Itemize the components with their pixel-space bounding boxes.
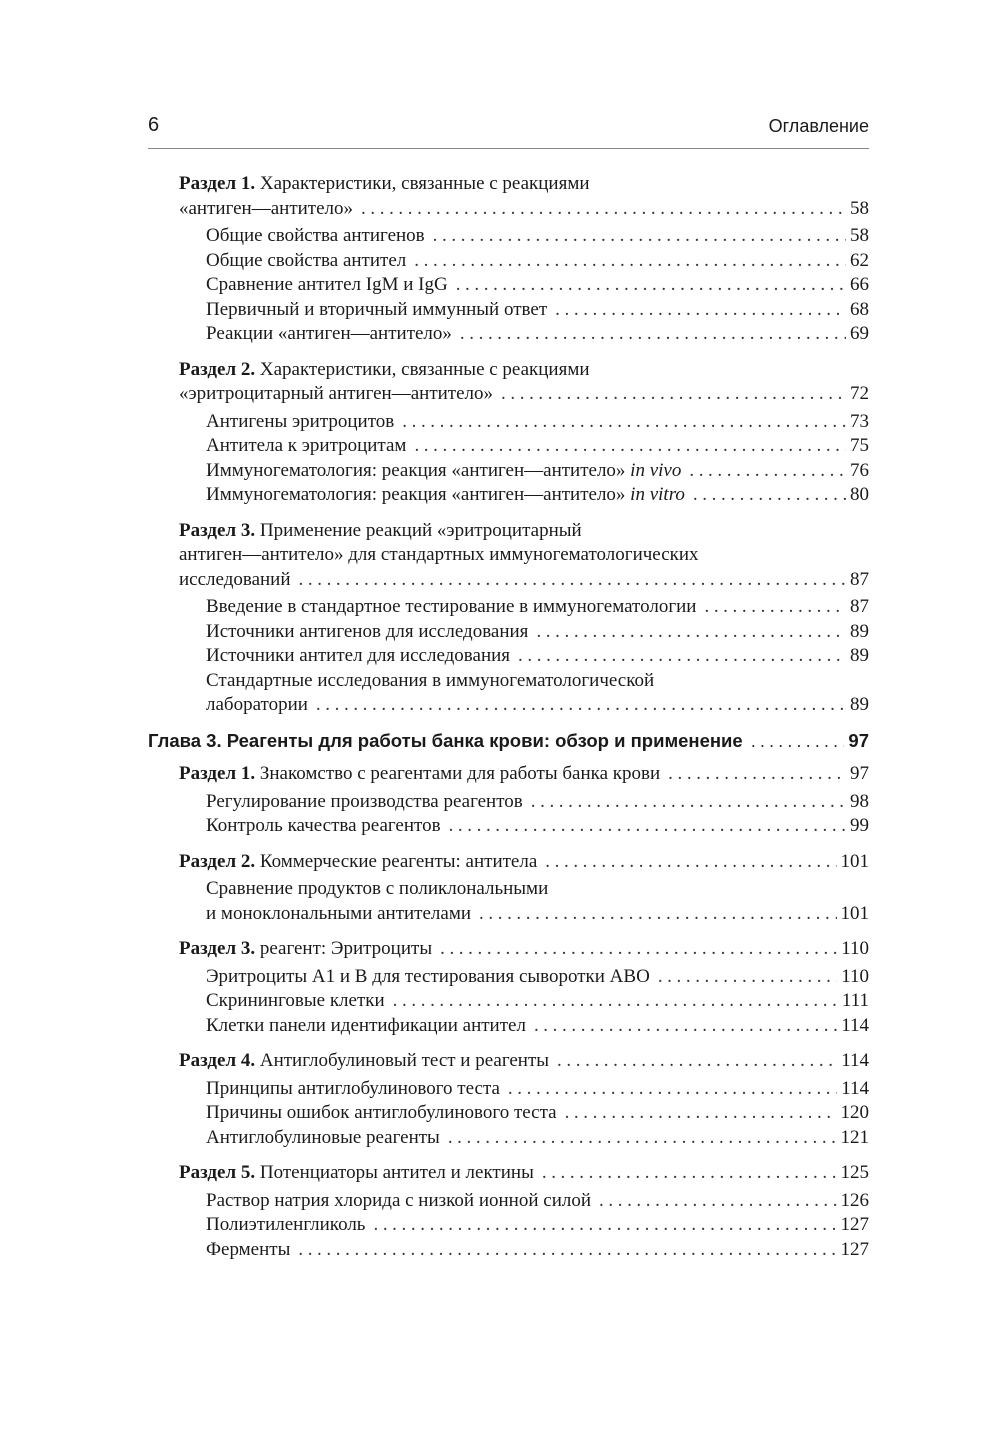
- section-heading[interactable]: [148, 172, 869, 221]
- section-line: [148, 519, 869, 544]
- section-label: Раздел 5.: [179, 1162, 256, 1183]
- entry-line: [148, 298, 869, 323]
- page-ref: 87: [850, 596, 869, 617]
- dot-leader: [460, 322, 846, 347]
- section-line: [148, 358, 869, 383]
- entry-line: [148, 224, 869, 249]
- section-entries: [148, 595, 869, 718]
- dot-leader: [393, 989, 838, 1014]
- section-entries: [148, 410, 869, 508]
- toc-entry-text: [206, 224, 425, 249]
- entry-line: [148, 1077, 869, 1102]
- section-line: [148, 1049, 869, 1074]
- entry-title: исследований: [179, 568, 291, 590]
- page-ref: 76: [850, 459, 869, 481]
- toc-entry[interactable]: [148, 965, 869, 990]
- dot-leader: [693, 483, 846, 508]
- dot-leader: [440, 937, 837, 962]
- entry-line: [148, 459, 869, 484]
- page-ref: 127: [840, 1238, 869, 1260]
- page-ref: 89: [850, 694, 869, 715]
- entry-title: Причины ошибок антиглобулинового теста: [206, 1102, 557, 1123]
- italic-term: in vitro: [630, 484, 685, 505]
- entry-line: [148, 273, 869, 298]
- section-label: Раздел 3.: [179, 519, 256, 541]
- toc-entry[interactable]: [148, 224, 869, 249]
- toc-entry-text: [206, 1014, 526, 1039]
- toc-entry-text: [179, 197, 353, 222]
- page-ref: 89: [850, 620, 869, 642]
- dot-leader: [361, 197, 846, 222]
- page-ref: 125: [840, 1162, 869, 1183]
- page-ref: 80: [850, 484, 869, 505]
- toc-entry-text: [206, 877, 548, 902]
- dot-leader: [508, 1077, 837, 1102]
- entry-line: [148, 1014, 869, 1039]
- toc-entry[interactable]: [148, 644, 869, 669]
- entry-line: [148, 1238, 869, 1263]
- toc-entry-text: [206, 965, 650, 990]
- toc-entry-text: [206, 434, 406, 459]
- toc-entry-text: [206, 669, 654, 694]
- toc-entry-text: [206, 595, 696, 620]
- dot-leader: [402, 410, 846, 435]
- toc-entry[interactable]: [148, 877, 869, 926]
- dot-leader: [456, 273, 846, 298]
- entry-line: [148, 693, 869, 718]
- entry-line: [148, 1126, 869, 1151]
- toc-entry-text: [179, 358, 590, 383]
- running-title: Оглавление: [768, 116, 869, 136]
- page-ref: 121: [840, 1126, 869, 1148]
- entry-title: антиген—антитело» для стандартных иммуногематологических: [179, 544, 699, 565]
- entry-title: Скрининговые клетки: [206, 990, 385, 1011]
- section-entries: [148, 224, 869, 347]
- section-line: [148, 172, 869, 197]
- toc-section: [148, 1049, 869, 1150]
- toc-entry[interactable]: [148, 595, 869, 620]
- page-ref: 127: [840, 1214, 869, 1235]
- page-ref: 66: [850, 274, 869, 295]
- entry-title: Антигены эритроцитов: [206, 410, 395, 432]
- section-line: [148, 937, 869, 962]
- italic-term: in vivo: [630, 459, 682, 481]
- entry-line: [148, 814, 869, 839]
- toc-entry[interactable]: [148, 483, 869, 508]
- section-label: Раздел 3.: [179, 938, 256, 959]
- toc-entry[interactable]: [148, 273, 869, 298]
- entry-line: [148, 595, 869, 620]
- toc-entry-text: [206, 1077, 500, 1102]
- dot-leader: [534, 1014, 837, 1039]
- page-ref: 110: [841, 938, 869, 959]
- section-entries: [148, 965, 869, 1039]
- toc-entry-text: [206, 1126, 440, 1151]
- page-ref: 110: [841, 965, 869, 987]
- section-line: [148, 762, 869, 787]
- toc-entry-text: [206, 1189, 591, 1214]
- toc-entry[interactable]: [148, 249, 869, 274]
- entry-line: [148, 989, 869, 1014]
- entry-title: Первичный и вторичный иммунный ответ: [206, 298, 548, 320]
- toc-entry-text: [206, 273, 448, 298]
- dot-leader: [704, 595, 846, 620]
- page-ref: 58: [850, 225, 869, 246]
- entry-title: лаборатории: [206, 694, 308, 715]
- toc-entry-text: [206, 410, 394, 435]
- entry-title: и моноклональными антителами: [206, 902, 472, 924]
- page-ref: 98: [850, 790, 869, 812]
- toc-entry-text: [206, 644, 510, 669]
- dot-leader: [518, 644, 846, 669]
- entry-line: [148, 965, 869, 990]
- entry-title: «антиген—антитело»: [179, 197, 354, 219]
- toc-entry-text: [179, 850, 537, 875]
- toc-section: [148, 519, 869, 718]
- toc-entry[interactable]: [148, 298, 869, 323]
- toc-entry-text: [206, 1213, 365, 1238]
- dot-leader: [557, 1049, 837, 1074]
- toc-section: [148, 358, 869, 508]
- dot-leader: [751, 729, 845, 754]
- page-ref: 111: [841, 990, 869, 1011]
- toc-entry-text: [206, 989, 385, 1014]
- entry-title: Сравнение продуктов с поликлональными: [206, 878, 549, 899]
- entry-title: Применение реакций «эритроцитарный: [259, 519, 582, 541]
- entry-title: Глава 3. Реагенты для работы банка крови: обзор и применение: [148, 729, 743, 751]
- entry-title: Введение в стандартное тестирование в иммуногематологии: [206, 596, 697, 617]
- dot-leader: [565, 1101, 837, 1126]
- page-ref: 97: [848, 729, 869, 751]
- entry-line: [148, 410, 869, 435]
- toc-entry-text: [206, 459, 681, 484]
- dot-leader: [448, 1126, 837, 1151]
- section-label: Раздел 2.: [179, 358, 256, 380]
- entry-line: [148, 1101, 869, 1126]
- page-ref: 114: [841, 1077, 869, 1099]
- dot-leader: [555, 298, 846, 323]
- page-ref: 101: [840, 850, 869, 872]
- section-heading[interactable]: [148, 1049, 869, 1074]
- entry-title: Иммуногематология: реакция «антиген—антитело»: [206, 459, 626, 481]
- page-ref: 62: [850, 249, 869, 271]
- page-ref: 114: [841, 1050, 869, 1071]
- entry-title: Источники антител для исследования: [206, 645, 511, 666]
- entry-title: Реакции «антиген—антитело»: [206, 323, 452, 344]
- section-line: [148, 543, 869, 568]
- entry-title: Антиглобулиновые реагенты: [206, 1126, 440, 1148]
- entry-title: Сравнение антител IgM и IgG: [206, 274, 448, 295]
- entry-title: Клетки панели идентификации антител: [206, 1014, 526, 1036]
- dot-leader: [414, 249, 846, 274]
- entry-line: [148, 877, 869, 902]
- toc-entry[interactable]: [148, 1238, 869, 1263]
- entry-title: Ферменты: [206, 1238, 291, 1260]
- entry-title: Полиэтиленгликоль: [206, 1214, 366, 1235]
- toc-section: [148, 762, 869, 839]
- toc-entry[interactable]: [148, 790, 869, 815]
- toc-entry-text: [206, 814, 441, 839]
- page-number: 6: [148, 114, 160, 136]
- toc-entry[interactable]: [148, 620, 869, 645]
- page-ref: 58: [850, 197, 869, 219]
- page-ref: 72: [850, 383, 869, 404]
- section-entries: [148, 1189, 869, 1263]
- toc-entry-text: [179, 762, 660, 787]
- entry-title: реагент: Эритроциты: [259, 938, 433, 959]
- entry-title: Знакомство с реагентами для работы банка крови: [259, 763, 661, 784]
- toc-section: [148, 937, 869, 1038]
- entry-title: Раствор натрия хлорида с низкой ионной силой: [206, 1189, 592, 1211]
- section-line: [148, 197, 869, 222]
- page-ref: 97: [850, 763, 869, 784]
- entry-line: [148, 620, 869, 645]
- dot-leader: [433, 224, 846, 249]
- toc-entry[interactable]: [148, 1126, 869, 1151]
- toc-entry[interactable]: [148, 322, 869, 347]
- entry-title: Принципы антиглобулинового теста: [206, 1077, 500, 1099]
- dot-leader: [658, 965, 837, 990]
- section-label: Раздел 2.: [179, 850, 256, 872]
- toc-section: [148, 172, 869, 347]
- entry-title: Иммуногематология: реакция «антиген—антитело»: [206, 484, 626, 505]
- toc-entry-text: [206, 1238, 290, 1263]
- entry-title: Регулирование производства реагентов: [206, 790, 523, 812]
- section-line: [148, 1161, 869, 1186]
- toc-entry-text: [179, 382, 493, 407]
- dot-leader: [689, 459, 846, 484]
- entry-title: Антиглобулиновый тест и реагенты: [259, 1050, 550, 1071]
- toc-entry-text: [148, 729, 743, 754]
- section-entries: [148, 790, 869, 839]
- page-ref: 120: [840, 1102, 869, 1123]
- section-heading[interactable]: [148, 850, 869, 875]
- toc-entry-text: [206, 483, 685, 508]
- entry-title: «эритроцитарный антиген—антитело»: [179, 383, 494, 404]
- dot-leader: [299, 568, 846, 593]
- dot-leader: [545, 850, 836, 875]
- toc-entry[interactable]: [148, 669, 869, 718]
- page-ref: 87: [850, 568, 869, 590]
- toc-entry-text: [179, 543, 699, 568]
- chapter-line: [148, 729, 869, 754]
- page-ref: 69: [850, 323, 869, 344]
- page-ref: 126: [840, 1189, 869, 1211]
- toc-entry[interactable]: [148, 459, 869, 484]
- toc-section: [148, 1161, 869, 1262]
- entry-line: [148, 902, 869, 927]
- entry-title: Антитела к эритроцитам: [206, 435, 407, 456]
- section-label: Раздел 1.: [179, 763, 256, 784]
- toc-entry-text: [206, 902, 471, 927]
- table-of-contents: [148, 172, 869, 1273]
- toc-entry-text: [179, 1161, 534, 1186]
- toc-entry-text: [206, 693, 308, 718]
- page-ref: 68: [850, 298, 869, 320]
- page-ref: 101: [840, 902, 869, 924]
- entry-line: [148, 483, 869, 508]
- section-heading[interactable]: [148, 519, 869, 593]
- entry-line: [148, 322, 869, 347]
- entry-title: Источники антигенов для исследования: [206, 620, 529, 642]
- dot-leader: [668, 762, 846, 787]
- section-line: [148, 850, 869, 875]
- dot-leader: [501, 382, 846, 407]
- running-header: [148, 112, 869, 149]
- toc-entry-text: [206, 249, 406, 274]
- dot-leader: [531, 790, 846, 815]
- dot-leader: [479, 902, 836, 927]
- section-entries: [148, 877, 869, 926]
- entry-line: [148, 669, 869, 694]
- dot-leader: [298, 1238, 836, 1263]
- section-heading[interactable]: [148, 762, 869, 787]
- toc-entry[interactable]: [148, 410, 869, 435]
- toc-entry-text: [206, 1101, 557, 1126]
- page-ref: 73: [850, 410, 869, 432]
- dot-leader: [316, 693, 846, 718]
- entry-title: Общие свойства антител: [206, 249, 407, 271]
- toc-entry[interactable]: [148, 1101, 869, 1126]
- toc-entry[interactable]: [148, 1213, 869, 1238]
- toc-entry[interactable]: [148, 1014, 869, 1039]
- entry-line: [148, 1213, 869, 1238]
- section-line: [148, 568, 869, 593]
- entry-title: Коммерческие реагенты: антитела: [259, 850, 538, 872]
- toc-entry[interactable]: [148, 434, 869, 459]
- dot-leader: [373, 1213, 836, 1238]
- page-ref: 114: [841, 1014, 869, 1036]
- page-ref: 89: [850, 645, 869, 666]
- toc-entry-text: [179, 172, 590, 197]
- toc-entry[interactable]: [148, 989, 869, 1014]
- dot-leader: [536, 620, 846, 645]
- toc-entry-text: [179, 519, 582, 544]
- section-label: Раздел 4.: [179, 1050, 256, 1071]
- dot-leader: [542, 1161, 837, 1186]
- page-ref: 99: [850, 815, 869, 836]
- entry-line: [148, 434, 869, 459]
- dot-leader: [414, 434, 846, 459]
- toc-section: [148, 850, 869, 927]
- section-line: [148, 382, 869, 407]
- page-ref: 75: [850, 435, 869, 456]
- section-label: Раздел 1.: [179, 173, 256, 194]
- dot-leader: [449, 814, 846, 839]
- entry-line: [148, 1189, 869, 1214]
- toc-entry-text: [206, 790, 523, 815]
- entry-title: Эритроциты А1 и В для тестирования сыворотки АВО: [206, 965, 650, 987]
- entry-title: Общие свойства антигенов: [206, 225, 425, 246]
- toc-entry-text: [206, 298, 547, 323]
- section-entries: [148, 1077, 869, 1151]
- entry-title: Характеристики, связанные с реакциями: [259, 173, 590, 194]
- entry-line: [148, 790, 869, 815]
- toc-entry-text: [179, 937, 432, 962]
- section-heading[interactable]: [148, 937, 869, 962]
- entry-title: Потенциаторы антител и лектины: [259, 1162, 534, 1183]
- dot-leader: [599, 1189, 836, 1214]
- entry-title: Характеристики, связанные с реакциями: [259, 358, 590, 380]
- toc-entry[interactable]: [148, 814, 869, 839]
- toc-entry-text: [179, 568, 291, 593]
- toc-entry-text: [206, 322, 452, 347]
- entry-line: [148, 644, 869, 669]
- toc-entry[interactable]: [148, 1189, 869, 1214]
- entry-title: Стандартные исследования в иммуногематологической: [206, 669, 655, 691]
- entry-line: [148, 249, 869, 274]
- toc-chapter[interactable]: [148, 729, 869, 754]
- section-heading[interactable]: [148, 1161, 869, 1186]
- section-heading[interactable]: [148, 358, 869, 407]
- entry-title: Контроль качества реагентов: [206, 815, 441, 836]
- toc-entry[interactable]: [148, 1077, 869, 1102]
- toc-entry-text: [206, 620, 528, 645]
- toc-entry-text: [179, 1049, 549, 1074]
